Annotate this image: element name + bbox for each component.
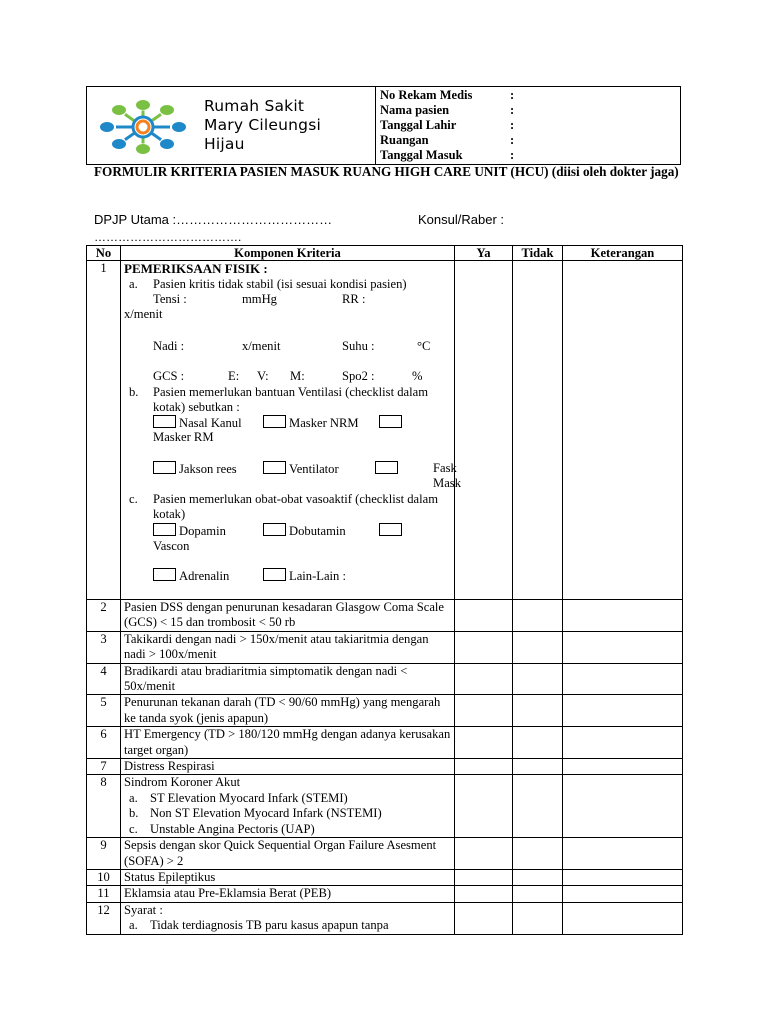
tidak-cell[interactable] xyxy=(513,759,563,775)
row-number: 8 xyxy=(87,775,121,838)
item-label: c. xyxy=(129,821,138,836)
ya-cell[interactable] xyxy=(455,902,513,934)
table-header-row xyxy=(87,246,683,261)
option-label: Masker RM xyxy=(153,430,214,444)
ya-cell[interactable] xyxy=(455,759,513,775)
tidak-cell[interactable] xyxy=(513,663,563,695)
rr-label: RR : xyxy=(342,292,366,306)
ya-cell[interactable] xyxy=(455,727,513,759)
logo-petal xyxy=(172,122,186,132)
info-colon: : xyxy=(510,148,515,162)
option-label: Jakson rees xyxy=(179,462,237,476)
info-birth-date xyxy=(380,118,515,133)
row-number: 1 xyxy=(87,261,121,600)
gcs-e: E: xyxy=(228,369,240,383)
item-label: b. xyxy=(129,385,139,399)
logo-petal xyxy=(112,139,126,149)
spo2-unit: % xyxy=(412,369,423,383)
row-number: 7 xyxy=(87,759,121,775)
option-label: Vascon xyxy=(153,539,190,553)
item-label: a. xyxy=(129,918,138,933)
col-header-ya: Ya xyxy=(455,246,513,261)
keterangan-cell[interactable] xyxy=(563,838,683,870)
item-text: Pasien memerlukan obat-obat vasoaktif (checklist dalam kotak) xyxy=(153,492,439,522)
item-label: a. xyxy=(129,790,138,805)
list-item xyxy=(124,806,451,821)
checkbox[interactable] xyxy=(379,415,402,428)
option-label: Ventilator xyxy=(289,462,339,476)
option-label: Nasal Kanul xyxy=(179,416,242,430)
fask-mask-wrap xyxy=(153,461,463,491)
checkbox[interactable] xyxy=(263,568,286,581)
ya-cell[interactable] xyxy=(455,600,513,632)
table-row xyxy=(87,631,683,663)
col-header-tidak: Tidak xyxy=(513,246,563,261)
logo-petal xyxy=(160,139,174,149)
tidak-cell[interactable] xyxy=(513,631,563,663)
table-row xyxy=(87,838,683,870)
row-criteria xyxy=(121,902,455,934)
logo-petal xyxy=(136,100,150,110)
row-criteria: Eklamsia atau Pre-Eklamsia Berat (PEB) xyxy=(121,886,455,902)
ya-cell[interactable] xyxy=(455,663,513,695)
row-number: 11 xyxy=(87,886,121,902)
info-colon: : xyxy=(510,88,515,102)
patient-info-cell xyxy=(375,87,681,164)
item-text: Tidak terdiagnosis TB paru kasus apapun tanpa xyxy=(150,918,389,933)
info-label: Ruangan xyxy=(380,133,429,147)
ya-cell[interactable] xyxy=(455,261,513,600)
checkbox[interactable] xyxy=(153,523,176,536)
keterangan-cell[interactable] xyxy=(563,663,683,695)
ya-cell[interactable] xyxy=(455,886,513,902)
row-criteria: Bradikardi atau bradiaritmia simptomatik dengan nadi < 50x/menit xyxy=(121,663,455,695)
keterangan-cell[interactable] xyxy=(563,600,683,632)
row-number: 10 xyxy=(87,869,121,885)
item-text: Pasien memerlukan bantuan Ventilasi (checklist dalam kotak) sebutkan : xyxy=(153,385,429,415)
logo-petal xyxy=(112,105,126,115)
checkbox-option[interactable] xyxy=(153,415,242,431)
keterangan-cell[interactable] xyxy=(563,631,683,663)
table-row xyxy=(87,902,683,934)
logo-petal xyxy=(100,122,114,132)
ya-cell[interactable] xyxy=(455,631,513,663)
info-label: Tanggal Masuk xyxy=(380,148,463,162)
info-colon: : xyxy=(510,103,515,117)
row-number: 9 xyxy=(87,838,121,870)
info-label: Nama pasien xyxy=(380,103,450,117)
item-text: ST Elevation Myocard Infark (STEMI) xyxy=(150,790,348,805)
item-text: Unstable Angina Pectoris (UAP) xyxy=(150,821,315,836)
table-row xyxy=(87,869,683,885)
nadi-unit: x/menit xyxy=(242,339,281,353)
row-criteria: Distress Respirasi xyxy=(121,759,455,775)
suhu-unit: °C xyxy=(417,339,431,353)
checkbox[interactable] xyxy=(153,568,176,581)
table-row xyxy=(87,775,683,838)
logo-center-core xyxy=(137,121,149,133)
item-label: a. xyxy=(129,277,138,291)
info-patient-name xyxy=(380,103,515,118)
col-header-keterangan: Keterangan xyxy=(563,246,683,261)
rr-unit: x/menit xyxy=(124,307,163,321)
tidak-cell[interactable] xyxy=(513,261,563,600)
checkbox-option[interactable] xyxy=(263,523,346,539)
item-label: b. xyxy=(129,806,139,821)
ya-cell[interactable] xyxy=(455,775,513,838)
hospital-logo xyxy=(93,97,201,157)
info-colon: : xyxy=(510,133,515,147)
row-text: Sindrom Koroner Akut xyxy=(124,775,241,790)
konsul-label: Konsul/Raber : xyxy=(418,212,504,227)
info-room xyxy=(380,133,515,148)
table-row xyxy=(87,727,683,759)
option-label: Dopamin xyxy=(179,524,226,538)
table-row xyxy=(87,695,683,727)
list-item xyxy=(124,918,451,933)
header-box xyxy=(86,86,681,165)
section-title: PEMERIKSAAN FISIK : xyxy=(124,261,268,276)
keterangan-cell[interactable] xyxy=(563,775,683,838)
criteria-table xyxy=(86,245,683,935)
option-label: Dobutamin xyxy=(289,524,346,538)
checkbox[interactable] xyxy=(153,415,176,428)
hospital-name-line: Hijau xyxy=(204,135,245,153)
list-item xyxy=(124,791,451,806)
info-medical-record xyxy=(380,88,515,103)
keterangan-cell[interactable] xyxy=(563,261,683,600)
tidak-cell[interactable] xyxy=(513,869,563,885)
checkbox[interactable] xyxy=(263,415,286,428)
ya-cell[interactable] xyxy=(455,838,513,870)
option-label: Masker NRM xyxy=(289,416,359,430)
tidak-cell[interactable] xyxy=(513,600,563,632)
option-label: Lain-Lain : xyxy=(289,569,346,583)
checkbox[interactable] xyxy=(379,523,402,536)
option-label: Adrenalin xyxy=(179,569,230,583)
logo-petal xyxy=(136,144,150,154)
row-number: 6 xyxy=(87,727,121,759)
row-number: 3 xyxy=(87,631,121,663)
tidak-cell[interactable] xyxy=(513,727,563,759)
ya-cell[interactable] xyxy=(455,869,513,885)
logo-petal xyxy=(160,105,174,115)
row-number: 5 xyxy=(87,695,121,727)
spo2-label: Spo2 : xyxy=(342,369,375,383)
tidak-cell[interactable] xyxy=(513,775,563,838)
keterangan-cell[interactable] xyxy=(563,869,683,885)
checkbox-option[interactable] xyxy=(263,415,359,431)
keterangan-cell[interactable] xyxy=(563,902,683,934)
ya-cell[interactable] xyxy=(455,695,513,727)
row-criteria: Status Epileptikus xyxy=(121,869,455,885)
option-label: Fask Mask xyxy=(433,461,461,491)
keterangan-cell[interactable] xyxy=(563,886,683,902)
table-row xyxy=(87,886,683,902)
table-row xyxy=(87,261,683,600)
hospital-name-line: Rumah Sakit xyxy=(204,97,305,115)
row-text: Syarat : xyxy=(124,902,163,917)
tensi-label: Tensi : xyxy=(153,292,187,306)
suhu-label: Suhu : xyxy=(342,339,375,353)
checkbox-option[interactable] xyxy=(263,568,346,584)
checkbox-option[interactable] xyxy=(379,415,405,431)
keterangan-cell[interactable] xyxy=(563,727,683,759)
table-row xyxy=(87,759,683,775)
row-criteria xyxy=(121,261,461,600)
checkbox-option[interactable] xyxy=(153,523,226,539)
row-number: 12 xyxy=(87,902,121,934)
list-item xyxy=(124,822,451,837)
keterangan-cell[interactable] xyxy=(563,759,683,775)
info-label: No Rekam Medis xyxy=(380,88,473,102)
dpjp-field[interactable]: DPJP Utama :……………………………… xyxy=(94,212,333,227)
row-number: 4 xyxy=(87,663,121,695)
tidak-cell[interactable] xyxy=(513,838,563,870)
tidak-cell[interactable] xyxy=(513,886,563,902)
item-text: Pasien kritis tidak stabil (isi sesuai kondisi pasien) xyxy=(153,277,407,291)
gcs-m: M: xyxy=(290,369,305,383)
tidak-cell[interactable] xyxy=(513,695,563,727)
info-admission-date xyxy=(380,148,515,163)
tidak-cell[interactable] xyxy=(513,902,563,934)
konsul-field[interactable]: ………………………………. xyxy=(94,230,242,244)
row-number: 2 xyxy=(87,600,121,632)
info-label: Tanggal Lahir xyxy=(380,118,457,132)
col-header-no: No xyxy=(87,246,121,261)
nadi-label: Nadi : xyxy=(153,339,185,353)
gcs-v: V: xyxy=(257,369,269,383)
item-text: Non ST Elevation Myocard Infark (NSTEMI) xyxy=(150,806,382,821)
row-criteria: Penurunan tekanan darah (TD < 90/60 mmHg) yang mengarah ke tanda syok (jenis apapun) xyxy=(121,695,455,727)
info-colon: : xyxy=(510,118,515,132)
checkbox[interactable] xyxy=(263,523,286,536)
form-title: FORMULIR KRITERIA PASIEN MASUK RUANG HIGH CARE UNIT (HCU) (diisi oleh dokter jaga) xyxy=(94,164,679,179)
checkbox-option[interactable] xyxy=(153,568,229,584)
col-header-criteria: Komponen Kriteria xyxy=(121,246,455,261)
table-row xyxy=(87,663,683,695)
row-criteria: HT Emergency (TD > 180/120 mmHg dengan adanya kerusakan target organ) xyxy=(121,727,455,759)
row-criteria: Takikardi dengan nadi > 150x/menit atau takiaritmia dengan nadi > 100x/menit xyxy=(121,631,455,663)
keterangan-cell[interactable] xyxy=(563,695,683,727)
row-criteria: Pasien DSS dengan penurunan kesadaran Glasgow Coma Scale (GCS) < 15 dan trombosit < 50 rb xyxy=(121,600,455,632)
row-criteria: Sepsis dengan skor Quick Sequential Organ Failure Asesment (SOFA) > 2 xyxy=(121,838,455,870)
item-label: c. xyxy=(129,492,138,506)
row-criteria xyxy=(121,775,455,838)
gcs-label: GCS : xyxy=(153,369,185,383)
hospital-name-line: Mary Cileungsi xyxy=(204,116,321,134)
hospital-name xyxy=(204,97,321,154)
table-row xyxy=(87,600,683,632)
checkbox-option[interactable] xyxy=(379,523,405,539)
hospital-logo-cell xyxy=(87,87,375,164)
mmhg-unit: mmHg xyxy=(242,292,277,306)
